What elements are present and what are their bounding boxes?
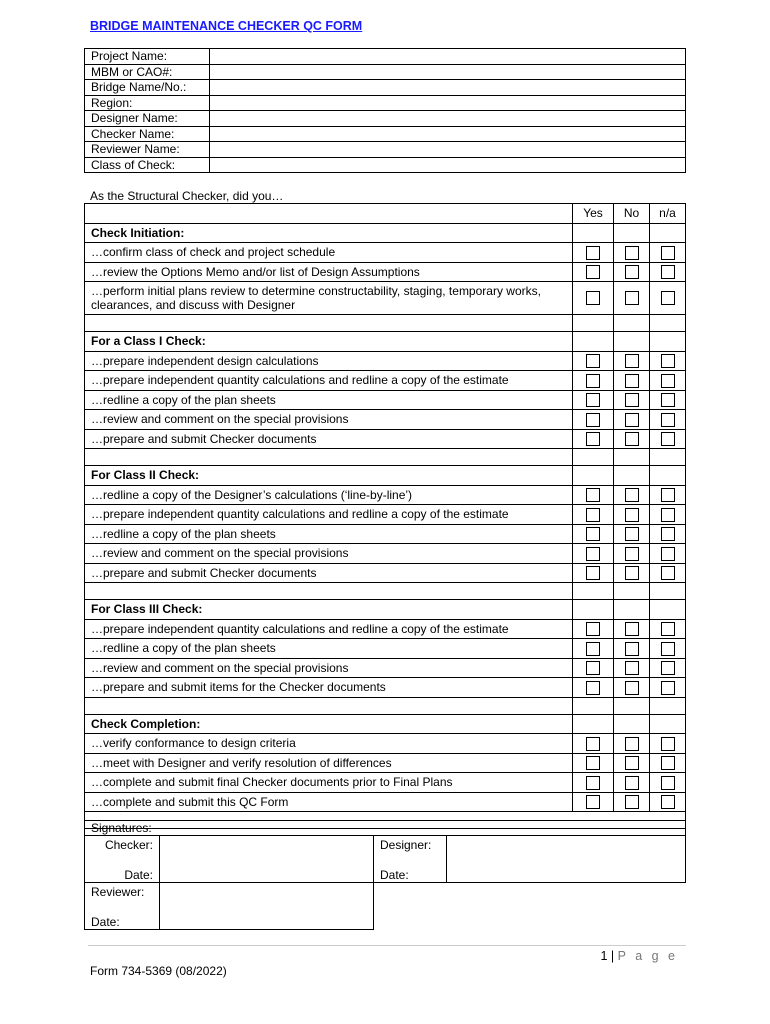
signatures-heading: Signatures:: [85, 821, 686, 836]
na-cell: [650, 773, 686, 793]
yes-cell: [573, 792, 614, 812]
yes-cell: [573, 505, 614, 525]
empty-cell: [573, 583, 614, 600]
no-cell: [614, 505, 650, 525]
empty-cell: [573, 714, 614, 734]
empty-cell: [573, 223, 614, 243]
na-checkbox[interactable]: [661, 681, 675, 695]
page-word: P a g e: [617, 949, 678, 963]
info-value-field[interactable]: [210, 95, 686, 111]
yes-cell: [573, 639, 614, 659]
checklist-item-text: …prepare and submit Checker documents: [85, 429, 573, 449]
checklist-item-row: [85, 619, 686, 639]
form-title: BRIDGE MAINTENANCE CHECKER QC FORM: [90, 19, 363, 33]
section-heading-row: [85, 332, 686, 352]
no-checkbox[interactable]: [625, 776, 639, 790]
no-cell: [614, 371, 650, 391]
na-cell: [650, 563, 686, 583]
checklist-item-row: [85, 410, 686, 430]
yes-checkbox[interactable]: [586, 393, 600, 407]
designer-label: Designer:: [380, 838, 432, 852]
empty-cell: [650, 223, 686, 243]
reviewer-signature-field[interactable]: [160, 883, 374, 930]
yes-checkbox[interactable]: [586, 547, 600, 561]
na-checkbox[interactable]: [661, 508, 675, 522]
no-checkbox[interactable]: [625, 508, 639, 522]
na-cell: [650, 619, 686, 639]
no-cell: [614, 773, 650, 793]
no-checkbox[interactable]: [625, 374, 639, 388]
section-heading-row: [85, 714, 686, 734]
yes-checkbox[interactable]: [586, 566, 600, 580]
checklist-item-row: [85, 262, 686, 282]
na-checkbox[interactable]: [661, 776, 675, 790]
info-value-field[interactable]: [210, 64, 686, 80]
na-checkbox[interactable]: [661, 354, 675, 368]
spacer-row: [85, 449, 686, 466]
info-label: Class of Check:: [85, 157, 210, 173]
na-cell: [650, 282, 686, 315]
info-row: [85, 80, 686, 96]
footer-divider: [88, 945, 686, 946]
empty-cell: [573, 315, 614, 332]
empty-cell: [650, 714, 686, 734]
info-value-field[interactable]: [210, 80, 686, 96]
info-row: [85, 111, 686, 127]
no-cell: [614, 734, 650, 754]
na-checkbox[interactable]: [661, 374, 675, 388]
yes-cell: [573, 351, 614, 371]
empty-cell: [573, 466, 614, 486]
checklist-item-text: …redline a copy of the plan sheets: [85, 524, 573, 544]
designer-label-cell: [374, 836, 447, 883]
yes-cell: [573, 390, 614, 410]
yes-checkbox[interactable]: [586, 432, 600, 446]
yes-checkbox[interactable]: [586, 776, 600, 790]
na-cell: [650, 544, 686, 564]
no-checkbox[interactable]: [625, 547, 639, 561]
na-cell: [650, 243, 686, 263]
na-cell: [650, 410, 686, 430]
no-checkbox[interactable]: [625, 756, 639, 770]
na-checkbox[interactable]: [661, 622, 675, 636]
na-cell: [650, 678, 686, 698]
info-row: [85, 49, 686, 65]
info-value-field[interactable]: [210, 142, 686, 158]
empty-cell: [614, 466, 650, 486]
section-heading: For Class II Check:: [85, 466, 573, 486]
checklist-header-row: [85, 204, 686, 224]
empty-cell: [573, 600, 614, 620]
checklist-item-row: [85, 563, 686, 583]
no-cell: [614, 524, 650, 544]
na-cell: [650, 639, 686, 659]
yes-cell: [573, 619, 614, 639]
checklist-item-text: …complete and submit this QC Form: [85, 792, 573, 812]
yes-checkbox[interactable]: [586, 795, 600, 809]
empty-cell: [85, 583, 573, 600]
checklist-item-row: [85, 678, 686, 698]
checker-signature-field[interactable]: [160, 836, 374, 883]
signatures-empty: [374, 883, 686, 930]
yes-cell: [573, 243, 614, 263]
checklist-item-row: [85, 658, 686, 678]
yes-cell: [573, 678, 614, 698]
no-checkbox[interactable]: [625, 795, 639, 809]
checker-label: Checker:: [104, 838, 153, 852]
empty-cell: [85, 697, 573, 714]
empty-cell: [614, 449, 650, 466]
info-value-field[interactable]: [210, 126, 686, 142]
empty-cell: [650, 449, 686, 466]
header-no: No: [614, 204, 650, 224]
empty-cell: [85, 449, 573, 466]
no-cell: [614, 351, 650, 371]
spacer-row: [85, 315, 686, 332]
designer-date-label: Date:: [380, 868, 409, 882]
na-checkbox[interactable]: [661, 432, 675, 446]
no-cell: [614, 658, 650, 678]
checklist-item-text: …redline a copy of the plan sheets: [85, 390, 573, 410]
empty-cell: [614, 223, 650, 243]
info-value-field[interactable]: [210, 157, 686, 173]
info-row: [85, 142, 686, 158]
info-label: Checker Name:: [85, 126, 210, 142]
info-label: Reviewer Name:: [85, 142, 210, 158]
yes-checkbox[interactable]: [586, 756, 600, 770]
checklist-item-text: …complete and submit final Checker documents prior to Final Plans: [85, 773, 573, 793]
yes-cell: [573, 753, 614, 773]
na-cell: [650, 734, 686, 754]
no-checkbox[interactable]: [625, 488, 639, 502]
no-checkbox[interactable]: [625, 681, 639, 695]
checklist-item-text: …prepare independent quantity calculations and redline a copy of the estimate: [85, 371, 573, 391]
yes-cell: [573, 282, 614, 315]
checklist-item-row: [85, 390, 686, 410]
empty-cell: [650, 315, 686, 332]
checklist-item-text: …redline a copy of the plan sheets: [85, 639, 573, 659]
header-blank: [85, 204, 573, 224]
checklist-item-text: …prepare independent quantity calculations and redline a copy of the estimate: [85, 505, 573, 525]
checklist-item-text: …redline a copy of the Designer’s calculations (‘line-by-line’): [85, 485, 573, 505]
yes-checkbox[interactable]: [586, 681, 600, 695]
info-label: MBM or CAO#:: [85, 64, 210, 80]
empty-cell: [650, 583, 686, 600]
no-cell: [614, 485, 650, 505]
no-checkbox[interactable]: [625, 661, 639, 675]
checklist-item-text: …confirm class of check and project schedule: [85, 243, 573, 263]
info-row: [85, 157, 686, 173]
empty-cell: [573, 449, 614, 466]
checklist-item-text: …review and comment on the special provisions: [85, 544, 573, 564]
info-label: Bridge Name/No.:: [85, 80, 210, 96]
na-checkbox[interactable]: [661, 566, 675, 580]
header-yes: Yes: [573, 204, 614, 224]
checklist-item-row: [85, 753, 686, 773]
yes-cell: [573, 658, 614, 678]
yes-cell: [573, 524, 614, 544]
info-label: Project Name:: [85, 49, 210, 65]
empty-cell: [650, 697, 686, 714]
info-row: [85, 64, 686, 80]
yes-checkbox[interactable]: [586, 622, 600, 636]
checklist-item-text: …review the Options Memo and/or list of Design Assumptions: [85, 262, 573, 282]
signatures-table: [84, 820, 686, 930]
checklist-item-text: …review and comment on the special provisions: [85, 410, 573, 430]
header-na: n/a: [650, 204, 686, 224]
no-checkbox[interactable]: [625, 622, 639, 636]
checklist-item-row: [85, 639, 686, 659]
no-cell: [614, 619, 650, 639]
checklist-item-row: [85, 371, 686, 391]
checklist-item-text: …prepare and submit items for the Checker documents: [85, 678, 573, 698]
intro-text: As the Structural Checker, did you…: [90, 189, 284, 203]
empty-cell: [85, 315, 573, 332]
info-value-field[interactable]: [210, 111, 686, 127]
yes-checkbox[interactable]: [586, 642, 600, 656]
empty-cell: [650, 600, 686, 620]
yes-checkbox[interactable]: [586, 246, 600, 260]
na-checkbox[interactable]: [661, 413, 675, 427]
empty-cell: [650, 332, 686, 352]
yes-checkbox[interactable]: [586, 413, 600, 427]
yes-cell: [573, 734, 614, 754]
na-checkbox[interactable]: [661, 642, 675, 656]
section-heading-row: [85, 223, 686, 243]
checklist-item-text: …prepare independent design calculations: [85, 351, 573, 371]
no-cell: [614, 262, 650, 282]
yes-cell: [573, 485, 614, 505]
section-heading: Check Initiation:: [85, 223, 573, 243]
checklist-item-text: …prepare and submit Checker documents: [85, 563, 573, 583]
checklist-item-row: [85, 734, 686, 754]
yes-checkbox[interactable]: [586, 265, 600, 279]
na-cell: [650, 262, 686, 282]
checklist-item-row: [85, 505, 686, 525]
section-heading: Check Completion:: [85, 714, 573, 734]
info-row: [85, 95, 686, 111]
no-cell: [614, 753, 650, 773]
na-checkbox[interactable]: [661, 547, 675, 561]
na-cell: [650, 351, 686, 371]
yes-cell: [573, 371, 614, 391]
page-number: [600, 949, 678, 963]
no-cell: [614, 243, 650, 263]
designer-signature-field[interactable]: [447, 836, 686, 883]
no-checkbox[interactable]: [625, 566, 639, 580]
na-checkbox[interactable]: [661, 795, 675, 809]
checklist-item-text: …prepare independent quantity calculations and redline a copy of the estimate: [85, 619, 573, 639]
na-checkbox[interactable]: [661, 527, 675, 541]
no-checkbox[interactable]: [625, 413, 639, 427]
yes-cell: [573, 429, 614, 449]
checklist-item-text: …perform initial plans review to determine constructability, staging, temporary works, clearances, and discuss with Designer: [85, 282, 573, 315]
na-cell: [650, 505, 686, 525]
empty-cell: [614, 600, 650, 620]
spacer-row: [85, 583, 686, 600]
checklist-item-text: …meet with Designer and verify resolution of differences: [85, 753, 573, 773]
form-number: Form 734-5369 (08/2022): [90, 964, 227, 978]
na-cell: [650, 792, 686, 812]
checklist-item-row: [85, 544, 686, 564]
no-cell: [614, 639, 650, 659]
section-heading: For Class III Check:: [85, 600, 573, 620]
info-label: Region:: [85, 95, 210, 111]
no-cell: [614, 678, 650, 698]
empty-cell: [614, 332, 650, 352]
no-checkbox[interactable]: [625, 291, 639, 305]
spacer-row: [85, 697, 686, 714]
na-cell: [650, 371, 686, 391]
yes-cell: [573, 262, 614, 282]
section-heading: For a Class I Check:: [85, 332, 573, 352]
checklist-item-row: [85, 485, 686, 505]
na-checkbox[interactable]: [661, 393, 675, 407]
no-cell: [614, 563, 650, 583]
empty-cell: [573, 697, 614, 714]
na-checkbox[interactable]: [661, 737, 675, 751]
no-cell: [614, 792, 650, 812]
section-heading-row: [85, 600, 686, 620]
no-cell: [614, 282, 650, 315]
empty-cell: [650, 466, 686, 486]
checklist-item-row: [85, 524, 686, 544]
yes-checkbox[interactable]: [586, 661, 600, 675]
na-checkbox[interactable]: [661, 291, 675, 305]
section-heading-row: [85, 466, 686, 486]
page-separator: |: [610, 949, 615, 963]
na-cell: [650, 429, 686, 449]
empty-cell: [573, 332, 614, 352]
no-checkbox[interactable]: [625, 642, 639, 656]
no-checkbox[interactable]: [625, 432, 639, 446]
reviewer-label: Reviewer:: [91, 885, 145, 899]
no-checkbox[interactable]: [625, 527, 639, 541]
no-checkbox[interactable]: [625, 737, 639, 751]
na-cell: [650, 524, 686, 544]
yes-cell: [573, 563, 614, 583]
na-cell: [650, 753, 686, 773]
reviewer-date-label: Date:: [91, 915, 120, 929]
empty-cell: [614, 315, 650, 332]
na-checkbox[interactable]: [661, 488, 675, 502]
checklist-item-text: …review and comment on the special provisions: [85, 658, 573, 678]
no-checkbox[interactable]: [625, 246, 639, 260]
na-checkbox[interactable]: [661, 661, 675, 675]
checklist-item-text: …verify conformance to design criteria: [85, 734, 573, 754]
yes-cell: [573, 773, 614, 793]
empty-cell: [614, 697, 650, 714]
na-checkbox[interactable]: [661, 246, 675, 260]
no-checkbox[interactable]: [625, 393, 639, 407]
yes-checkbox[interactable]: [586, 291, 600, 305]
yes-checkbox[interactable]: [586, 737, 600, 751]
yes-checkbox[interactable]: [586, 508, 600, 522]
no-checkbox[interactable]: [625, 265, 639, 279]
checklist-item-row: [85, 429, 686, 449]
yes-checkbox[interactable]: [586, 354, 600, 368]
checker-label-cell: [85, 836, 160, 883]
yes-checkbox[interactable]: [586, 527, 600, 541]
no-cell: [614, 429, 650, 449]
yes-cell: [573, 410, 614, 430]
page-number-value: 1: [600, 949, 608, 963]
checklist-item-row: [85, 243, 686, 263]
no-cell: [614, 410, 650, 430]
checklist-item-row: [85, 282, 686, 315]
na-cell: [650, 485, 686, 505]
empty-cell: [614, 583, 650, 600]
checklist-item-row: [85, 773, 686, 793]
info-row: [85, 126, 686, 142]
no-cell: [614, 544, 650, 564]
checker-date-label: Date:: [124, 868, 153, 882]
yes-checkbox[interactable]: [586, 374, 600, 388]
checklist-item-row: [85, 792, 686, 812]
yes-checkbox[interactable]: [586, 488, 600, 502]
na-cell: [650, 390, 686, 410]
yes-cell: [573, 544, 614, 564]
info-value-field[interactable]: [210, 49, 686, 65]
info-label: Designer Name:: [85, 111, 210, 127]
na-checkbox[interactable]: [661, 756, 675, 770]
na-cell: [650, 658, 686, 678]
empty-cell: [614, 714, 650, 734]
checklist-item-row: [85, 351, 686, 371]
checklist-table: [84, 203, 686, 829]
reviewer-label-cell: [85, 883, 160, 930]
no-checkbox[interactable]: [625, 354, 639, 368]
no-cell: [614, 390, 650, 410]
project-info-table: [84, 48, 686, 173]
na-checkbox[interactable]: [661, 265, 675, 279]
